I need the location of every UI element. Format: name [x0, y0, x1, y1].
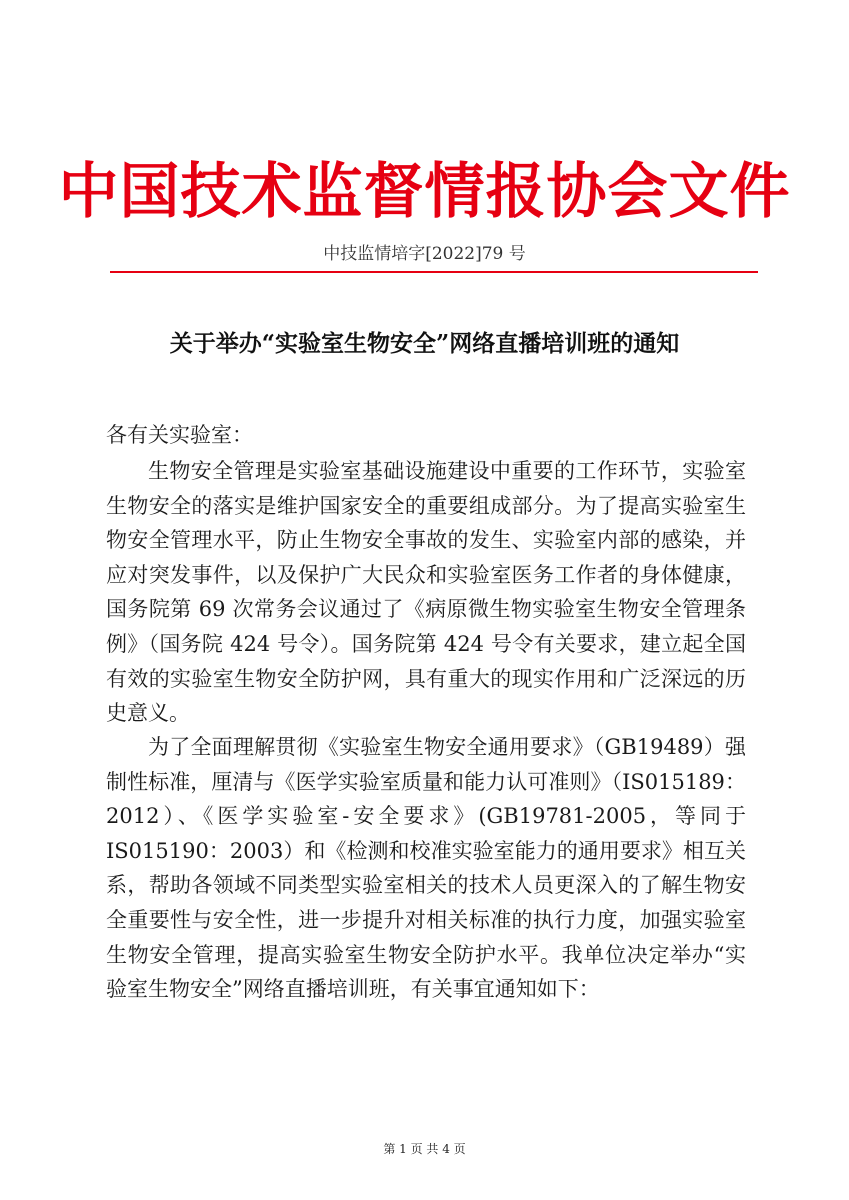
salutation: 各有关实验室： [106, 423, 253, 447]
header-divider [110, 271, 758, 273]
body-paragraph: 为了全面理解贯彻《实验室生物安全通用要求》（GB19489）强制性标准，厘清与《医学实验室质量和能力认可准则》（IS015189：2012）、《医学实验室-安全要求》(GB19781-2005，等同于 IS015190：2003）和《检测和校准实验室能力的通用要求》相互关系，帮助各领域不同类型实验室相关的技术人员更深入的了解生物安全重要性与安全性，进一步提升对相关标准的执行力度，加强实验室生物安全管理，提高实验室生物安全防护水平。我单位决定举办“实验室生物安全”网络直播培训班，有关事宜通知如下： [106, 735, 746, 1002]
document-header-title: 中国技术监督情报协会文件 [58, 157, 791, 227]
body-paragraph: 生物安全管理是实验室基础设施建设中重要的工作环节，实验室生物安全的落实是维护国家安全的重要组成部分。为了提高实验室生物安全管理水平，防止生物安全事故的发生、实验室内部的感染，并应对突发事件，以及保护广大民众和实验室医务工作者的身体健康，国务院第 69 次常务会议通过了《病原微生物实验室生物安全管理条例》（国务院 424 号令）。国务院第 424 号令有关要求，建立起全国有效的实验室生物安全防护网，具有重大的现实作用和广泛深远的历史意义。 [106, 459, 746, 726]
notice-title: 关于举办“实验室生物安全”网络直播培训班的通知 [169, 330, 680, 357]
document-number: 中技监情培字[2022]79 号 [323, 244, 526, 264]
page-indicator: 第 1 页 共 4 页 [383, 1142, 466, 1156]
